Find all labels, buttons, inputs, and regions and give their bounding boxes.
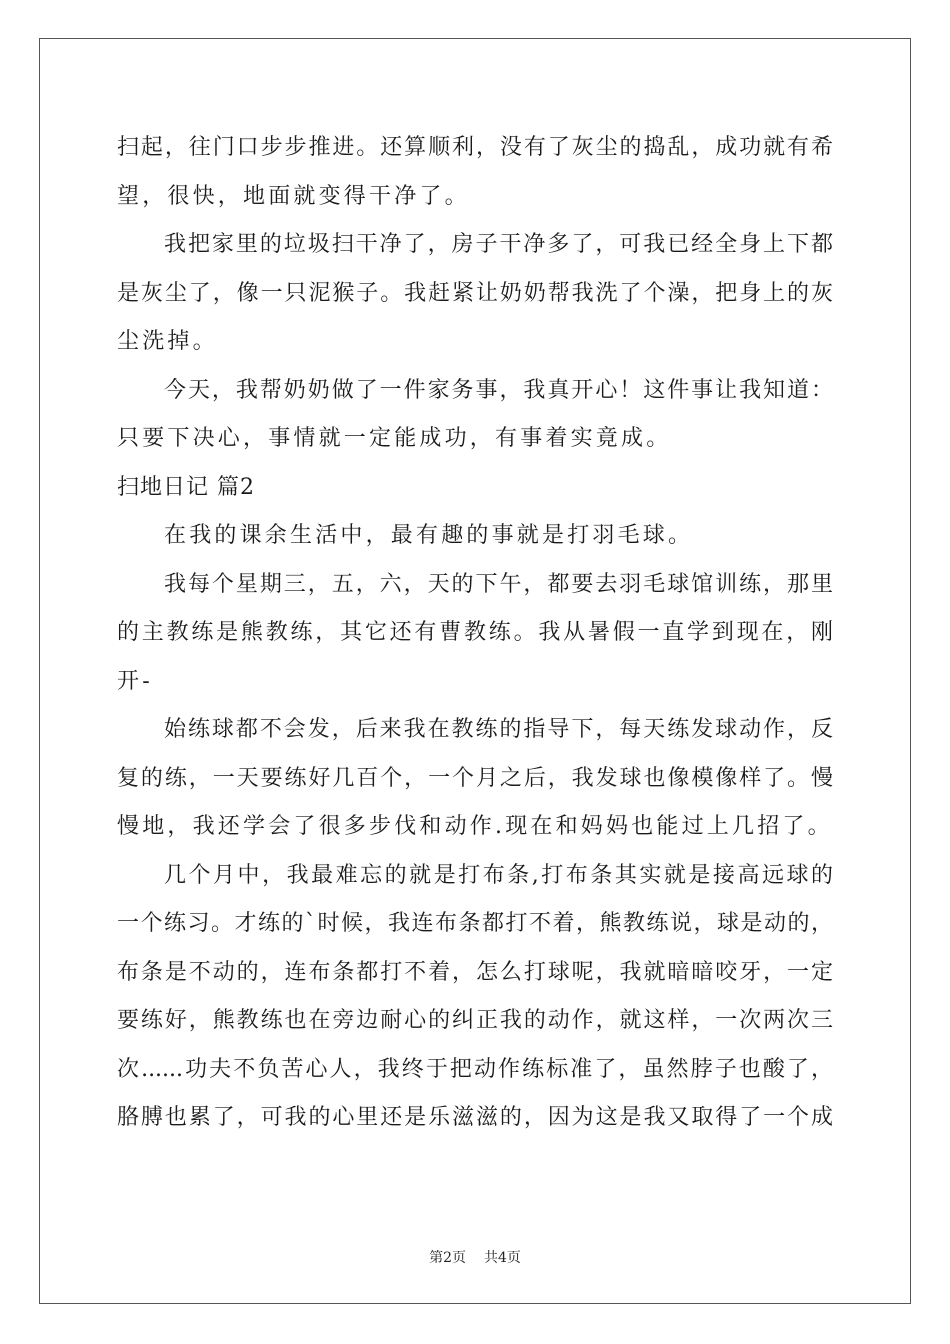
text-line: 开- — [117, 668, 153, 694]
text-line: 一个练习。才练的`时候，我连布条都打不着，熊教练说，球是动的， — [117, 911, 833, 936]
paragraph — [117, 852, 833, 1143]
paragraph — [117, 561, 833, 707]
paragraph — [117, 367, 833, 464]
text-line: 始练球都不会发，后来我在教练的指导下，每天练发球动作，反 — [164, 717, 833, 742]
text-line: 布条是不动的，连布条都打不着，怎么打球呢，我就暗暗咬牙，一定 — [117, 959, 833, 985]
text-line: 复的练，一天要练好几百个，一个月之后，我发球也像模像样了。慢 — [117, 765, 833, 791]
text-line: 我把家里的垃圾扫干净了，房子干净多了，可我已经全身上下都 — [164, 232, 833, 257]
section-heading — [117, 464, 833, 513]
paragraph — [117, 221, 833, 367]
text-line: 要练好，熊教练也在旁边耐心的纠正我的动作，就这样，一次两次三 — [117, 1008, 833, 1033]
text-line: 的主教练是熊教练，其它还有曹教练。我从暑假一直学到现在，刚 — [117, 620, 833, 645]
heading-text: 扫地日记 篇2 — [117, 474, 255, 500]
text-line: 是灰尘了，像一只泥猴子。我赶紧让奶奶帮我洗了个澡，把身上的灰 — [117, 280, 833, 306]
paragraph — [117, 512, 833, 561]
text-line: 今天，我帮奶奶做了一件家务事，我真开心！这件事让我知道： — [164, 377, 833, 403]
text-line: 几个月中，我最难忘的就是打布条,打布条其实就是接高远球的 — [164, 862, 833, 888]
paragraph — [117, 124, 833, 221]
text-line: 我每个星期三，五，六，天的下午，都要去羽毛球馆训练，那里 — [164, 571, 833, 597]
text-line: 望，很快，地面就变得干净了。 — [117, 183, 470, 209]
paragraph — [117, 706, 833, 852]
text-line: 扫起，往门口步步推进。还算顺利，没有了灰尘的捣乱，成功就有希 — [117, 135, 833, 160]
text-line: 尘洗掉。 — [117, 329, 218, 354]
document-body — [117, 124, 833, 1143]
text-line: 慢地，我还学会了很多步伐和动作.现在和妈妈也能过上几招了。 — [117, 814, 833, 839]
text-line: 胳膊也累了，可我的心里还是乐滋滋的，因为这是我又取得了一个成 — [117, 1105, 833, 1130]
page-number-current: 第2页 — [429, 1250, 466, 1266]
text-line: 次......功夫不负苦心人，我终于把动作练标准了，虽然脖子也酸了， — [117, 1056, 833, 1082]
text-line: 在我的课余生活中，最有趣的事就是打羽毛球。 — [164, 523, 694, 548]
text-line: 只要下决心，事情就一定能成功，有事着实竟成。 — [117, 426, 672, 451]
page-footer — [0, 1247, 950, 1267]
page-number-total: 共4页 — [484, 1250, 521, 1266]
